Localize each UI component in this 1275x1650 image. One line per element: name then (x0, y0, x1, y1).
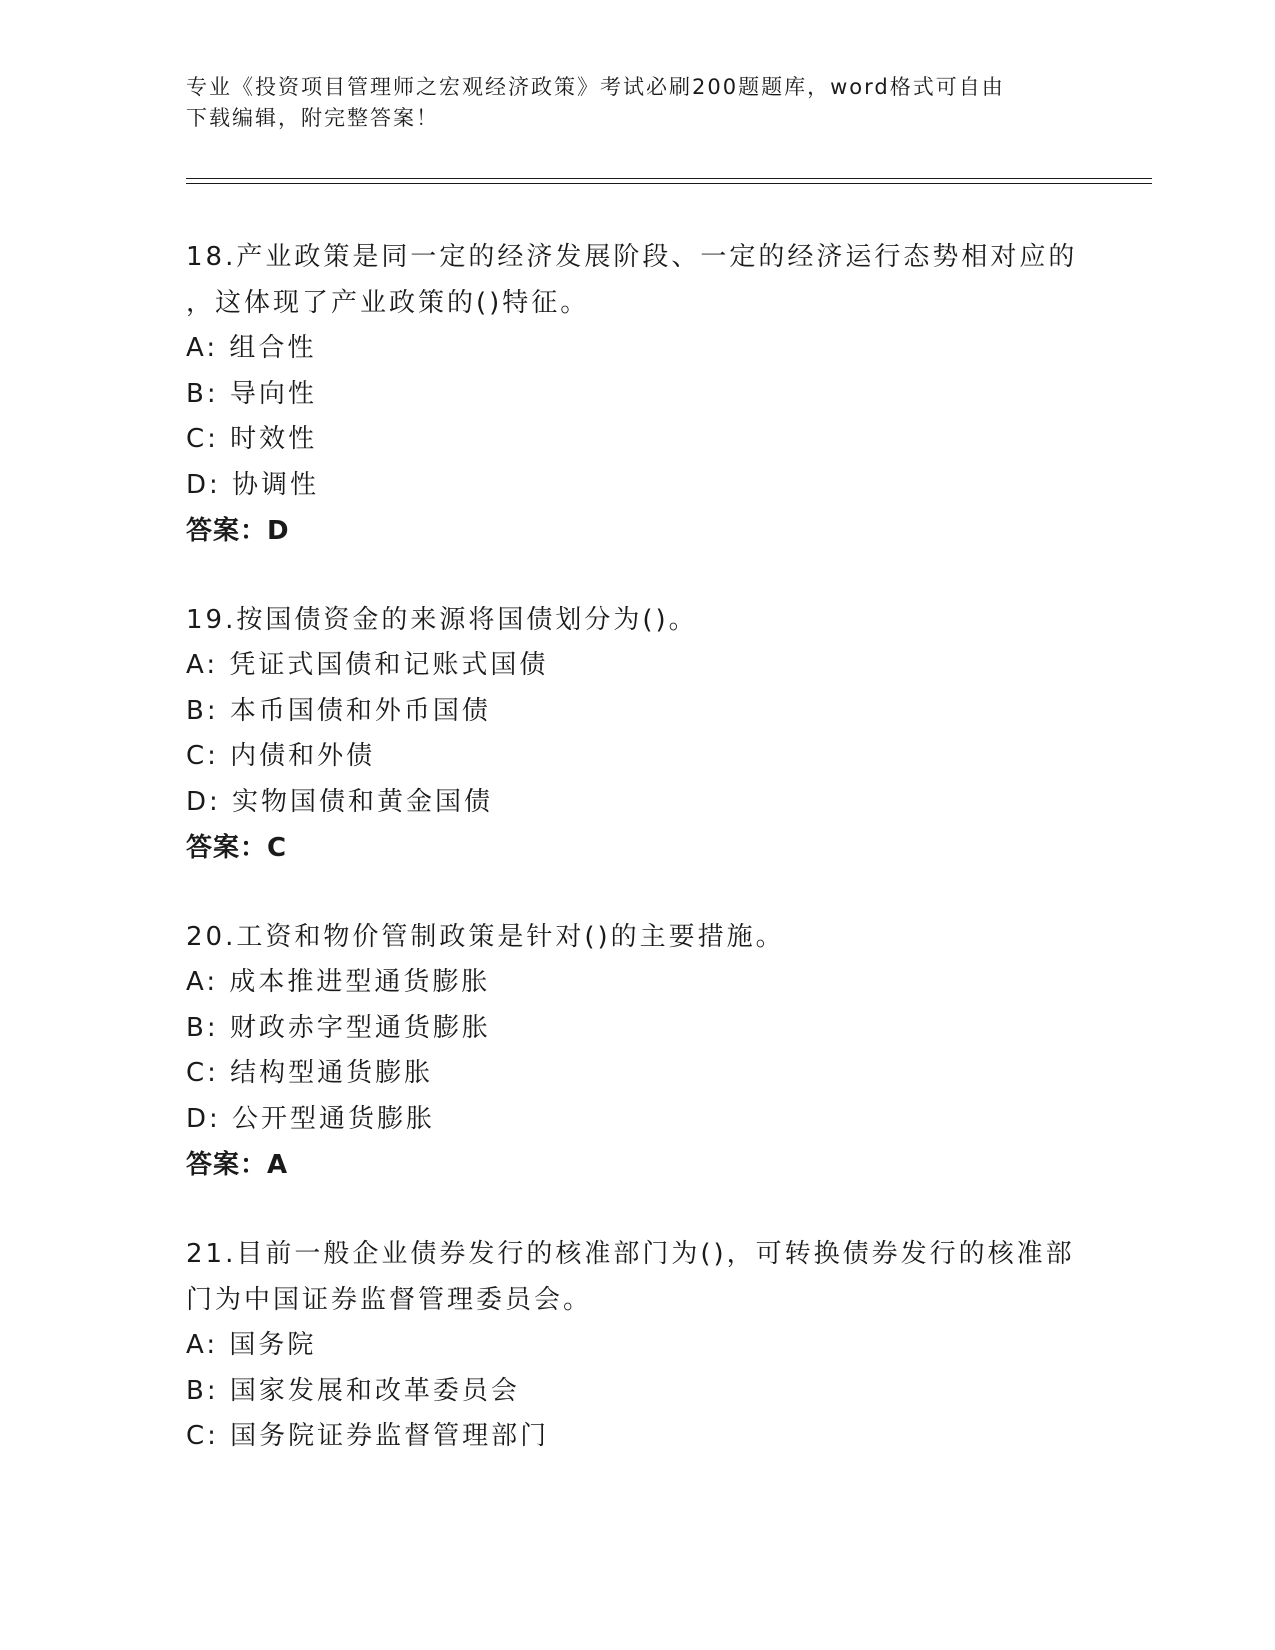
question-21 (186, 1231, 1086, 1460)
header-divider-bottom (186, 183, 1152, 184)
question-stem-line: ，这体现了产业政策的()特征。 (186, 288, 590, 318)
header-line-2: 下载编辑，附完整答案！ (186, 106, 439, 130)
option-a: A: 成本推进型通货膨胀 (186, 967, 491, 997)
option-d: D: 实物国债和黄金国债 (186, 786, 494, 817)
option-a: A: 凭证式国债和记账式国债 (186, 650, 549, 680)
option-b: B: 国家发展和改革委员会 (186, 1375, 520, 1406)
option-d: D: 公开型通货膨胀 (186, 1103, 436, 1134)
question-stem-line: 20.工资和物价管制政策是针对()的主要措施。 (186, 922, 785, 952)
option-b: B: 导向性 (186, 378, 317, 409)
option-c: C: 内债和外债 (186, 741, 376, 771)
question-list (186, 234, 1086, 1503)
question-stem-line: 18.产业政策是同一定的经济发展阶段、一定的经济运行态势相对应的 (186, 242, 1078, 272)
option-a: A: 国务院 (186, 1330, 317, 1360)
question-stem-line: 21.目前一般企业债券发行的核准部门为()，可转换债券发行的核准部 (186, 1239, 1075, 1269)
answer-line: 答案：A (186, 1150, 289, 1180)
option-b: B: 本币国债和外币国债 (186, 695, 491, 726)
answer-line: 答案：D (186, 516, 290, 546)
option-c: C: 结构型通货膨胀 (186, 1058, 434, 1088)
answer-line: 答案：C (186, 833, 288, 863)
document-header (186, 72, 1086, 134)
question-19 (186, 597, 1086, 871)
option-c: C: 时效性 (186, 424, 318, 454)
option-a: A: 组合性 (186, 333, 317, 363)
option-b: B: 财政赤字型通货膨胀 (186, 1012, 491, 1043)
header-line-1: 专业《投资项目管理师之宏观经济政策》考试必刷200题题库，word格式可自由 (186, 75, 1005, 99)
question-20 (186, 914, 1086, 1188)
option-c: C: 国务院证券监督管理部门 (186, 1421, 550, 1451)
question-stem-line: 门为中国证券监督管理委员会。 (186, 1285, 593, 1315)
option-d: D: 协调性 (186, 469, 320, 500)
question-18 (186, 234, 1086, 554)
question-stem-line: 19.按国债资金的来源将国债划分为()。 (186, 605, 698, 635)
header-divider-top (186, 178, 1152, 179)
